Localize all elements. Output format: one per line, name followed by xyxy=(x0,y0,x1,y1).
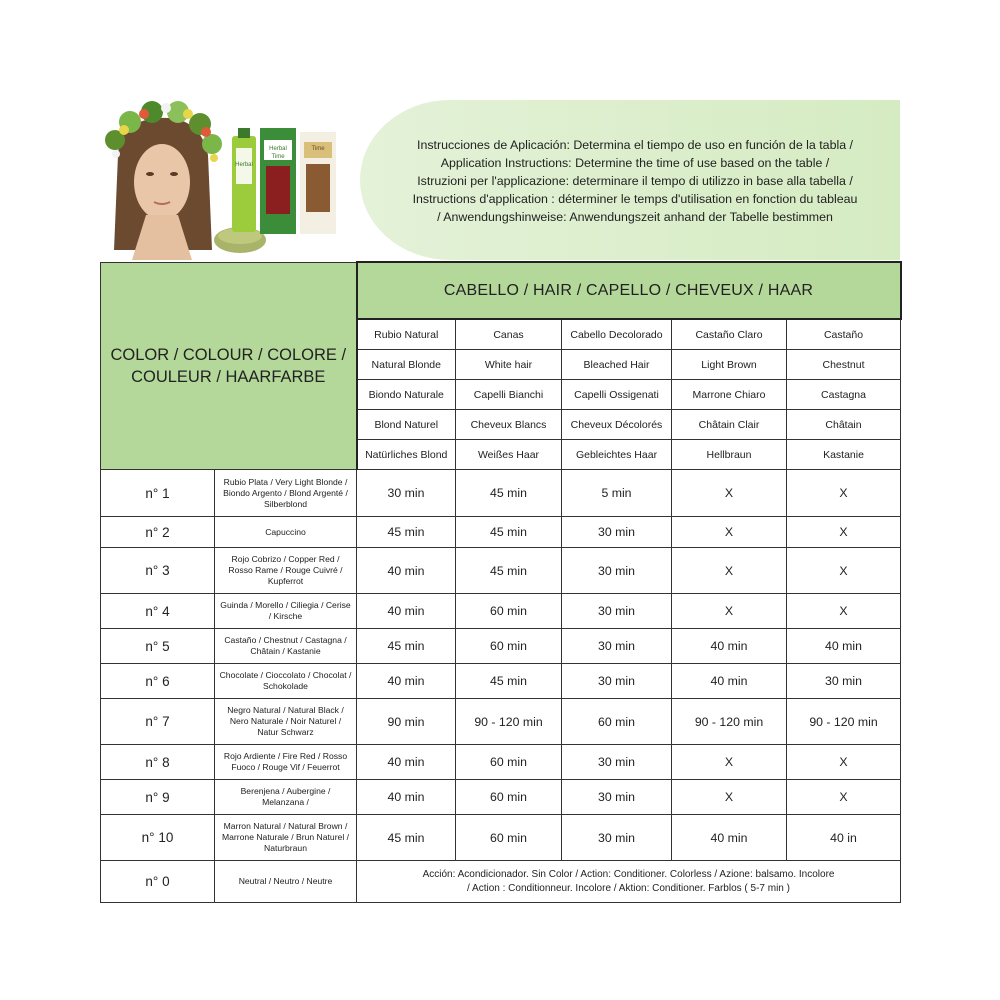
time-cell: 30 min xyxy=(562,594,672,629)
application-time-table xyxy=(100,261,902,903)
color-number: n° 6 xyxy=(101,664,215,699)
time-cell: X xyxy=(787,548,901,594)
color-header-line: COULEUR / HAARFARBE xyxy=(131,367,326,386)
time-cell: 40 min xyxy=(357,745,456,780)
tube3-sub: Time xyxy=(311,146,325,152)
time-cell: 60 min xyxy=(456,594,562,629)
header-band xyxy=(100,100,900,260)
time-cell: 45 min xyxy=(456,548,562,594)
table-row xyxy=(101,664,901,699)
time-cell: 30 min xyxy=(562,780,672,815)
hair-type-cell: Castagna xyxy=(787,380,901,410)
color-description: Rubio Plata / Very Light Blonde / Biondo Argento / Blond Argenté / Silberblond xyxy=(215,470,357,517)
time-cell: 60 min xyxy=(456,780,562,815)
time-cell: 60 min xyxy=(456,745,562,780)
time-cell: 30 min xyxy=(357,470,456,517)
time-cell: 45 min xyxy=(357,815,456,861)
hair-type-cell: Weißes Haar xyxy=(456,440,562,470)
hair-type-cell: Blond Naturel xyxy=(357,410,456,440)
time-cell: X xyxy=(672,548,787,594)
color-number: n° 5 xyxy=(101,629,215,664)
hair-type-cell: Natürliches Blond xyxy=(357,440,456,470)
tube2-brand: Herbal xyxy=(269,146,287,152)
hair-type-cell: Capelli Ossigenati xyxy=(562,380,672,410)
time-cell: 60 min xyxy=(456,815,562,861)
color-description: Marron Natural / Natural Brown / Marrone Naturale / Brun Naturel / Naturbraun xyxy=(215,815,357,861)
color-number: n° 1 xyxy=(101,470,215,517)
table-row xyxy=(101,815,901,861)
time-cell: X xyxy=(787,517,901,548)
model-face xyxy=(134,144,190,220)
neutral-action-line: / Action : Conditionneur. Incolore / Aktion: Conditioner. Farblos ( 5-7 min ) xyxy=(467,882,790,894)
hair-type-cell: Cheveux Blancs xyxy=(456,410,562,440)
color-description: Neutral / Neutro / Neutre xyxy=(215,861,357,903)
color-description: Chocolate / Cioccolato / Chocolat / Schokolade xyxy=(215,664,357,699)
instruction-line: Istruzioni per l'applicazione: determinare il tempo di utilizzo in base alla tabella / xyxy=(417,174,853,188)
color-column-header xyxy=(101,262,357,470)
hair-type-cell: Castaño Claro xyxy=(672,319,787,350)
hair-type-cell: Cabello Decolorado xyxy=(562,319,672,350)
instruction-line: Instrucciones de Aplicación: Determina el tiempo de uso en función de la tabla / xyxy=(417,138,853,152)
hair-column-header: CABELLO / HAIR / CAPELLO / CHEVEUX / HAAR xyxy=(357,262,901,319)
hair-type-cell: Kastanie xyxy=(787,440,901,470)
tube1-brand: Herbal xyxy=(235,162,253,168)
time-cell: 5 min xyxy=(562,470,672,517)
neutral-action-cell xyxy=(357,861,901,903)
color-number: n° 7 xyxy=(101,699,215,745)
time-cell: 30 min xyxy=(562,745,672,780)
time-cell: 40 min xyxy=(357,664,456,699)
hair-type-cell: Biondo Naturale xyxy=(357,380,456,410)
instruction-line: Instructions d'application : déterminer le temps d'utilisation en fonction du tableau xyxy=(412,192,858,206)
time-cell: 90 min xyxy=(357,699,456,745)
table-row xyxy=(101,745,901,780)
color-description: Capuccino xyxy=(215,517,357,548)
tube2-sub: Time xyxy=(271,154,285,160)
instruction-line: Application Instructions: Determine the time of use based on the table / xyxy=(440,156,830,170)
hair-type-cell: Cheveux Décolorés xyxy=(562,410,672,440)
time-cell: 30 min xyxy=(562,629,672,664)
color-number: n° 2 xyxy=(101,517,215,548)
time-cell: 60 min xyxy=(562,699,672,745)
time-cell: 90 - 120 min xyxy=(456,699,562,745)
time-cell: 40 in xyxy=(787,815,901,861)
color-description: Rojo Ardiente / Fire Red / Rosso Fuoco / Rouge Vif / Feuerrot xyxy=(215,745,357,780)
table-row xyxy=(101,780,901,815)
hair-type-cell: White hair xyxy=(456,350,562,380)
hair-type-cell: Castaño xyxy=(787,319,901,350)
neutral-action-line: Acción: Acondicionador. Sin Color / Action: Conditioner. Colorless / Azione: balsamo. Incolore xyxy=(422,868,835,880)
time-cell: 40 min xyxy=(672,664,787,699)
color-description: Castaño / Chestnut / Castagna / Châtain / Kastanie xyxy=(215,629,357,664)
color-number: n° 9 xyxy=(101,780,215,815)
time-cell: 30 min xyxy=(562,517,672,548)
time-cell: 40 min xyxy=(357,780,456,815)
time-cell: X xyxy=(787,594,901,629)
color-description: Rojo Cobrizo / Copper Red / Rosso Rame / Rouge Cuivré / Kupferrot xyxy=(215,548,357,594)
color-number: n° 3 xyxy=(101,548,215,594)
table-row xyxy=(101,470,901,517)
hair-type-cell: Bleached Hair xyxy=(562,350,672,380)
table-row xyxy=(101,699,901,745)
time-cell: 40 min xyxy=(787,629,901,664)
time-cell: 30 min xyxy=(562,548,672,594)
instruction-line: / Anwendungshinweise: Anwendungszeit anhand der Tabelle bestimmen xyxy=(437,210,833,224)
hair-type-cell: Hellbraun xyxy=(672,440,787,470)
table-row xyxy=(101,517,901,548)
time-cell: 30 min xyxy=(562,815,672,861)
application-instructions xyxy=(370,136,900,226)
time-cell: 30 min xyxy=(787,664,901,699)
color-number: n° 10 xyxy=(101,815,215,861)
time-cell: X xyxy=(787,745,901,780)
hair-type-cell: Capelli Bianchi xyxy=(456,380,562,410)
hair-type-cell: Marrone Chiaro xyxy=(672,380,787,410)
time-cell: 45 min xyxy=(456,470,562,517)
time-cell: 45 min xyxy=(456,517,562,548)
hair-type-cell: Canas xyxy=(456,319,562,350)
hair-type-cell: Châtain xyxy=(787,410,901,440)
time-cell: 60 min xyxy=(456,629,562,664)
time-cell: X xyxy=(672,470,787,517)
time-cell: X xyxy=(672,780,787,815)
color-number: n° 0 xyxy=(101,861,215,903)
product-tube-green xyxy=(232,128,256,232)
time-cell: 30 min xyxy=(562,664,672,699)
hair-type-cell: Rubio Natural xyxy=(357,319,456,350)
product-box-red xyxy=(260,128,296,234)
time-cell: X xyxy=(672,594,787,629)
color-description: Negro Natural / Natural Black / Nero Naturale / Noir Naturel / Natur Schwarz xyxy=(215,699,357,745)
color-description: Guinda / Morello / Ciliegia / Cerise / Kirsche xyxy=(215,594,357,629)
table-row xyxy=(101,629,901,664)
hair-type-cell: Light Brown xyxy=(672,350,787,380)
color-header-line: COLOR / COLOUR / COLORE / xyxy=(110,345,347,364)
hair-type-cell: Châtain Clair xyxy=(672,410,787,440)
hair-type-cell: Chestnut xyxy=(787,350,901,380)
color-number: n° 4 xyxy=(101,594,215,629)
time-cell: X xyxy=(672,745,787,780)
time-cell: 45 min xyxy=(456,664,562,699)
table-row xyxy=(101,594,901,629)
time-cell: X xyxy=(672,517,787,548)
time-cell: 90 - 120 min xyxy=(672,699,787,745)
hair-type-cell: Natural Blonde xyxy=(357,350,456,380)
table-row xyxy=(101,548,901,594)
time-cell: 40 min xyxy=(672,815,787,861)
time-cell: X xyxy=(787,470,901,517)
time-cell: 40 min xyxy=(357,594,456,629)
time-cell: 45 min xyxy=(357,629,456,664)
hair-type-cell: Gebleichtes Haar xyxy=(562,440,672,470)
time-cell: 90 - 120 min xyxy=(787,699,901,745)
color-description: Berenjena / Aubergine / Melanzana / xyxy=(215,780,357,815)
table-row xyxy=(101,861,901,903)
color-number: n° 8 xyxy=(101,745,215,780)
time-cell: 40 min xyxy=(357,548,456,594)
time-cell: 40 min xyxy=(672,629,787,664)
product-photo xyxy=(100,100,350,260)
time-cell: X xyxy=(787,780,901,815)
time-cell: 45 min xyxy=(357,517,456,548)
